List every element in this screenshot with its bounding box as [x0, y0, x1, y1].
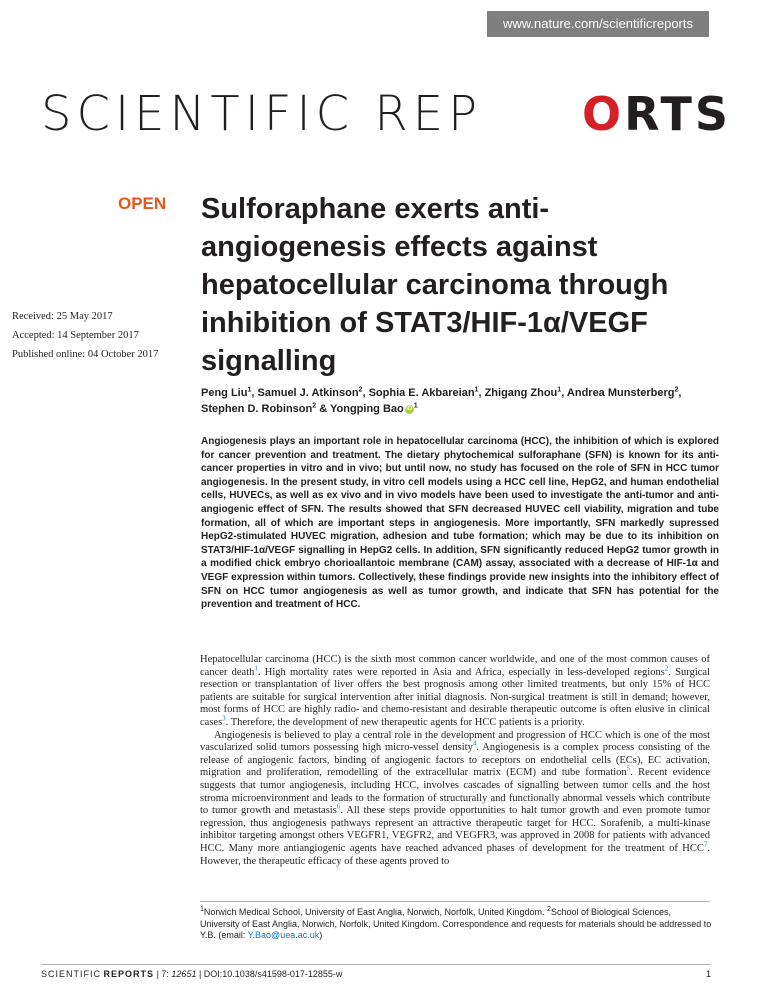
- article-title: Sulforaphane exerts anti-angiogenesis effects against hepatocellular carcinoma through inhibition of STAT3/HIF-1α/VEGF signalling: [201, 193, 669, 377]
- author-affiliation-marker: 1: [413, 402, 418, 410]
- body-text-run: . Surgical resection or transplantation of liver offers the best prognosis among other limited treatments, but only 15% of HCC patients are suitable for surgical intervention after initial diagnosis. Non-surgical treatment is still in demand; however, most forms of HCC are highly radio- and chemo-resistant and desirable therapeutic outcome is often elusive in clinical cases: [200, 666, 710, 728]
- abstract: Angiogenesis plays an important role in hepatocellular carcinoma (HCC), the inhibition of which is explored for cancer prevention and treatment. The dietary phytochemical sulforaphane (SFN) is known for its anti-cancer properties in vitro and in vivo; but until now, no study has focused on the role of SFN in HCC tumor angiogenesis. In the present study, in vitro cell models using a HCC cell line, HepG2, and human endothelial cells, HUVECs, as well as ex vivo and in vivo models have been used to investigate the anti-tumor and anti-angiogenic effect of SFN. The results showed that SFN decreased HUVEC cell viability, migration and tube formation, all of which are important steps in angiogenesis. More importantly, SFN markedly supressed HepG2-stimulated HUVEC migration, adhesion and tube formation; which may be due to its inhibition on STAT3/HIF-1α/VEGF signalling in HepG2 cells. In addition, SFN significantly reduced HepG2 tumor growth in a modified chick embryo chorioallantoic membrane (CAM) assay, associated with a decrease of HIF-1α and VEGF expression within tumors. Collectively, these findings provide new insights into the inhibitory effect of SFN on HCC tumor angiogenesis as well as tumor growth, and indicate that SFN has potential for the prevention and treatment of HCC.: [201, 436, 719, 611]
- author-affiliation-marker: 2: [674, 386, 679, 394]
- author-affiliation-marker: 1: [474, 386, 479, 394]
- footer-journal-a: SCIENTIFIC: [41, 969, 102, 979]
- aff2-text: School of Biological Sciences, University of East Anglia, Norwich, Norfolk, United Kingdom. Correspondence and requests for materials should be addressed to Y.B. (email:: [200, 907, 712, 941]
- masthead-right-text: [582, 84, 731, 144]
- author-name: Andrea Munsterberg: [566, 387, 675, 399]
- gear-o-icon: O: [582, 87, 625, 141]
- body-text-run: . All these steps provide opportunities to halt tumor growth and even promote tumor regression, thus angiogenesis pathways represent an attractive therapeutic target for HCC. Sorafenib, a multi-kinase inhibitor targeting amongst others VEGFR1, VEGFR2, and VEGFR3, was approved in 2008 for patients with advanced HCC. Many more antiangiogenic agents have reached advanced phases of development for the treatment of HCC: [200, 805, 710, 854]
- page-footer: [41, 968, 711, 980]
- author-name: Peng Liu: [201, 387, 248, 399]
- correspondence-email-link[interactable]: Y.Bao@uea.ac.uk: [247, 930, 320, 941]
- author-affiliation-marker: 1: [557, 386, 562, 394]
- body-text-run: Hepatocellular carcinoma (HCC) is the sixth most common cancer worldwide, and one of the most common causes of cancer death: [200, 654, 710, 678]
- body-text-run: . However, the therapeutic efficacy of these agents proved to: [200, 842, 710, 867]
- reference-link[interactable]: 1: [254, 664, 258, 673]
- author-separator: ,: [362, 387, 369, 399]
- reference-link[interactable]: 2: [664, 664, 669, 673]
- footer-journal-b: REPORTS: [103, 969, 155, 979]
- footer-citation: | 7:: [156, 969, 172, 979]
- reference-link[interactable]: 7: [703, 840, 708, 849]
- footer-divider: [41, 964, 711, 965]
- accepted-date: Accepted: 14 September 2017: [12, 330, 139, 341]
- reference-link[interactable]: 4: [472, 739, 477, 748]
- orcid-icon[interactable]: iD: [406, 405, 413, 412]
- body-text-run: . Therefore, the development of new therapeutic agents for HCC patients is a priority.: [225, 716, 585, 728]
- author-separator: ,: [478, 387, 485, 399]
- reference-link[interactable]: 5: [626, 764, 631, 773]
- body-paragraph-2: [200, 730, 710, 869]
- masthead-rts: RTS: [624, 87, 731, 141]
- author-separator: ,: [678, 387, 682, 399]
- aff2-marker: 2: [547, 906, 551, 913]
- footnote-divider: [200, 901, 710, 902]
- received-date: Received: 25 May 2017: [12, 311, 113, 322]
- body-text: [200, 654, 710, 868]
- open-access-label: OPEN: [118, 194, 167, 213]
- body-paragraph-1: [200, 654, 710, 730]
- footer-doi[interactable]: | DOI:10.1038/s41598-017-12855-w: [196, 969, 343, 979]
- author-separator: &: [316, 403, 330, 415]
- reference-link[interactable]: 3: [222, 714, 226, 723]
- body-text-run: Angiogenesis is believed to play a central role in the development and progression of HCC which is one of the most vascularized solid tumors possessing high micro-vessel density: [200, 729, 710, 754]
- author-name: Stephen D. Robinson: [201, 403, 313, 415]
- masthead-left-text: SCIENTIFIC REP: [41, 86, 483, 142]
- journal-url-tab[interactable]: [487, 11, 709, 37]
- author-affiliation-marker: 1: [247, 386, 252, 394]
- publication-dates: [12, 307, 192, 364]
- author-name: Yongping Bao: [330, 403, 404, 415]
- author-list: [201, 385, 721, 417]
- author-name: Sophia E. Akbareian: [368, 387, 475, 399]
- body-text-run: . Angiogenesis is a complex process consisting of the release of angiogenic factors, binding of angiogenic factors to receptors on endothelial cells (ECs), EC activation, migration and proliferation, remodelling of the extracellular matrix (ECM) and tube formation: [200, 742, 710, 779]
- aff1-text: Norwich Medical School, University of East Anglia, Norwich, Norfolk, United Kingdom.: [203, 907, 548, 917]
- author-affiliation-marker: 2: [312, 402, 317, 410]
- author-name: Zhigang Zhou: [484, 387, 558, 399]
- journal-url[interactable]: www.nature.com/scientificreports: [502, 16, 693, 31]
- aff-close: ): [319, 930, 323, 941]
- aff1-marker: 1: [200, 906, 204, 913]
- affiliations: [200, 907, 712, 942]
- body-text-run: . Recent evidence suggests that tumor angiogenesis, including HCC, involves cascades of signalling between tumor cells and the host stroma microenvironment and leads to the formation of structurally and functionally abnormal vessels which contribute to tumor growth and metastasis: [200, 767, 710, 817]
- author-separator: ,: [561, 387, 567, 399]
- journal-masthead: [41, 84, 731, 144]
- author-separator: ,: [251, 387, 258, 399]
- footer-article-number: 12651: [171, 969, 197, 979]
- body-text-run: . High mortality rates were reported in Asia and Africa, especially in less-developed regions: [257, 666, 665, 678]
- author-affiliation-marker: 2: [358, 386, 363, 394]
- reference-link[interactable]: 6: [336, 802, 341, 811]
- published-date: Published online: 04 October 2017: [12, 349, 159, 360]
- page-number: 1: [705, 969, 711, 979]
- author-name: Samuel J. Atkinson: [257, 387, 359, 399]
